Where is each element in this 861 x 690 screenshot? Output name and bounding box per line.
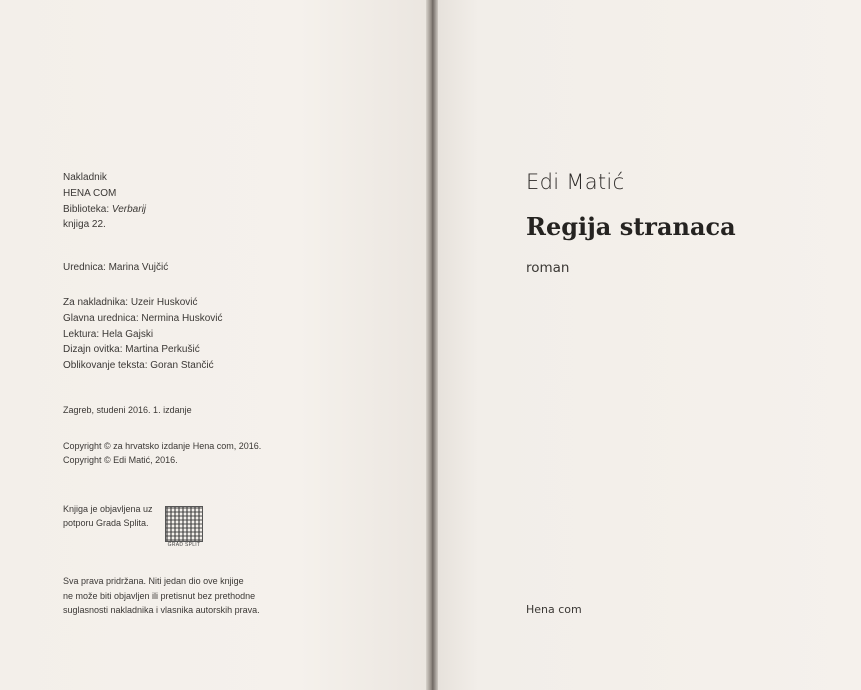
place-date: Zagreb, studeni 2016. 1. izdanje bbox=[63, 405, 192, 415]
publisher-label: Nakladnik bbox=[63, 172, 107, 183]
book-number: knjiga 22. bbox=[63, 219, 106, 231]
right-page bbox=[436, 0, 861, 690]
copyright-1: Copyright © za hrvatsko izdanje Hena com, 2016. bbox=[63, 441, 262, 451]
rights-line-1: Sva prava pridržana. Niti jedan dio ove knjige bbox=[63, 576, 244, 586]
rights-line-2: ne može biti objavljen ili pretisnut bez prethodne bbox=[63, 590, 256, 601]
library-name: Verbarij bbox=[111, 203, 147, 215]
library-line bbox=[63, 202, 146, 218]
rights-block bbox=[63, 574, 260, 618]
support-line-1: Knjiga je objavljena uz bbox=[63, 504, 153, 514]
library-label: Biblioteka: bbox=[63, 203, 110, 215]
book-gutter bbox=[426, 0, 438, 690]
logo-caption: GRAD SPLIT bbox=[167, 542, 201, 548]
support-block bbox=[63, 503, 153, 530]
support-line-2: potporu Grada Splita. bbox=[63, 517, 149, 528]
book-subtitle: roman bbox=[526, 260, 570, 276]
book-title: Regija stranaca bbox=[526, 212, 736, 241]
author-name: Edi Matić bbox=[526, 170, 625, 194]
city-crest-icon bbox=[165, 506, 203, 542]
title-page-publisher: Hena com bbox=[526, 603, 582, 616]
cover-design: Dizajn ovitka: Martina Perkušić bbox=[63, 344, 200, 356]
copyright-block bbox=[63, 440, 261, 467]
grad-split-logo bbox=[165, 506, 203, 546]
publisher-name: HENA COM bbox=[63, 187, 117, 199]
copyright-2: Copyright © Edi Matić, 2016. bbox=[63, 454, 178, 465]
credits-block bbox=[63, 295, 223, 374]
proofreading: Lektura: Hela Gajski bbox=[63, 328, 154, 340]
editor-line: Urednica: Marina Vujčić bbox=[63, 262, 169, 273]
chief-editor: Glavna urednica: Nermina Husković bbox=[63, 312, 223, 324]
publisher-block bbox=[63, 170, 146, 233]
typesetting: Oblikovanje teksta: Goran Stančić bbox=[63, 360, 214, 372]
rights-line-3: suglasnosti nakladnika i vlasnika autorskih prava. bbox=[63, 605, 260, 615]
for-publisher: Za nakladnika: Uzeir Husković bbox=[63, 297, 198, 308]
